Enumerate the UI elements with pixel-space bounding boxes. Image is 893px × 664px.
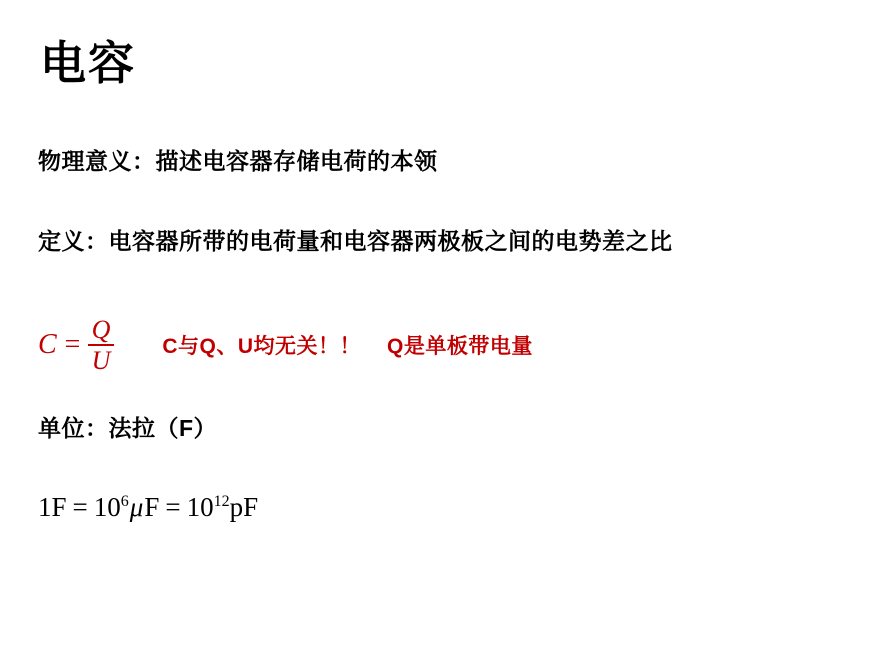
conversion-base-2: 10: [186, 492, 214, 522]
formula-equals-sign: =: [62, 329, 82, 361]
formula-denominator-u: U: [91, 346, 111, 376]
conversion-unit-picofarad: pF: [229, 492, 259, 522]
page-title: 电容: [40, 37, 136, 89]
capacitance-formula: [38, 316, 114, 375]
conversion-exponent-1: 6: [120, 493, 129, 510]
definition-text: 定义：电容器所带的电荷量和电容器两极板之间的电势差之比: [38, 228, 673, 254]
unit-text: 单位：法拉（F）: [38, 415, 218, 441]
micro-symbol: μ: [129, 492, 144, 522]
conversion-exponent-2: 12: [213, 493, 230, 510]
capacitance-formula-row: [38, 316, 533, 375]
unit-conversion-equation: [38, 492, 258, 523]
conversion-lead-farad: 1F: [38, 492, 67, 522]
conversion-equals-2: =: [165, 492, 181, 522]
formula-note-independence: C与Q、U均无关！！: [162, 335, 362, 359]
formula-symbol-c: C: [38, 329, 57, 361]
formula-note-single-plate-charge: Q是单板带电量: [387, 335, 533, 359]
conversion-equals-1: =: [72, 492, 88, 522]
formula-fraction: [88, 316, 115, 375]
physical-meaning-text: 物理意义：描述电容器存储电荷的本领: [38, 148, 438, 174]
conversion-unit-microfarad: F: [144, 492, 160, 522]
formula-numerator-q: Q: [91, 315, 111, 344]
conversion-base-1: 10: [93, 492, 121, 522]
